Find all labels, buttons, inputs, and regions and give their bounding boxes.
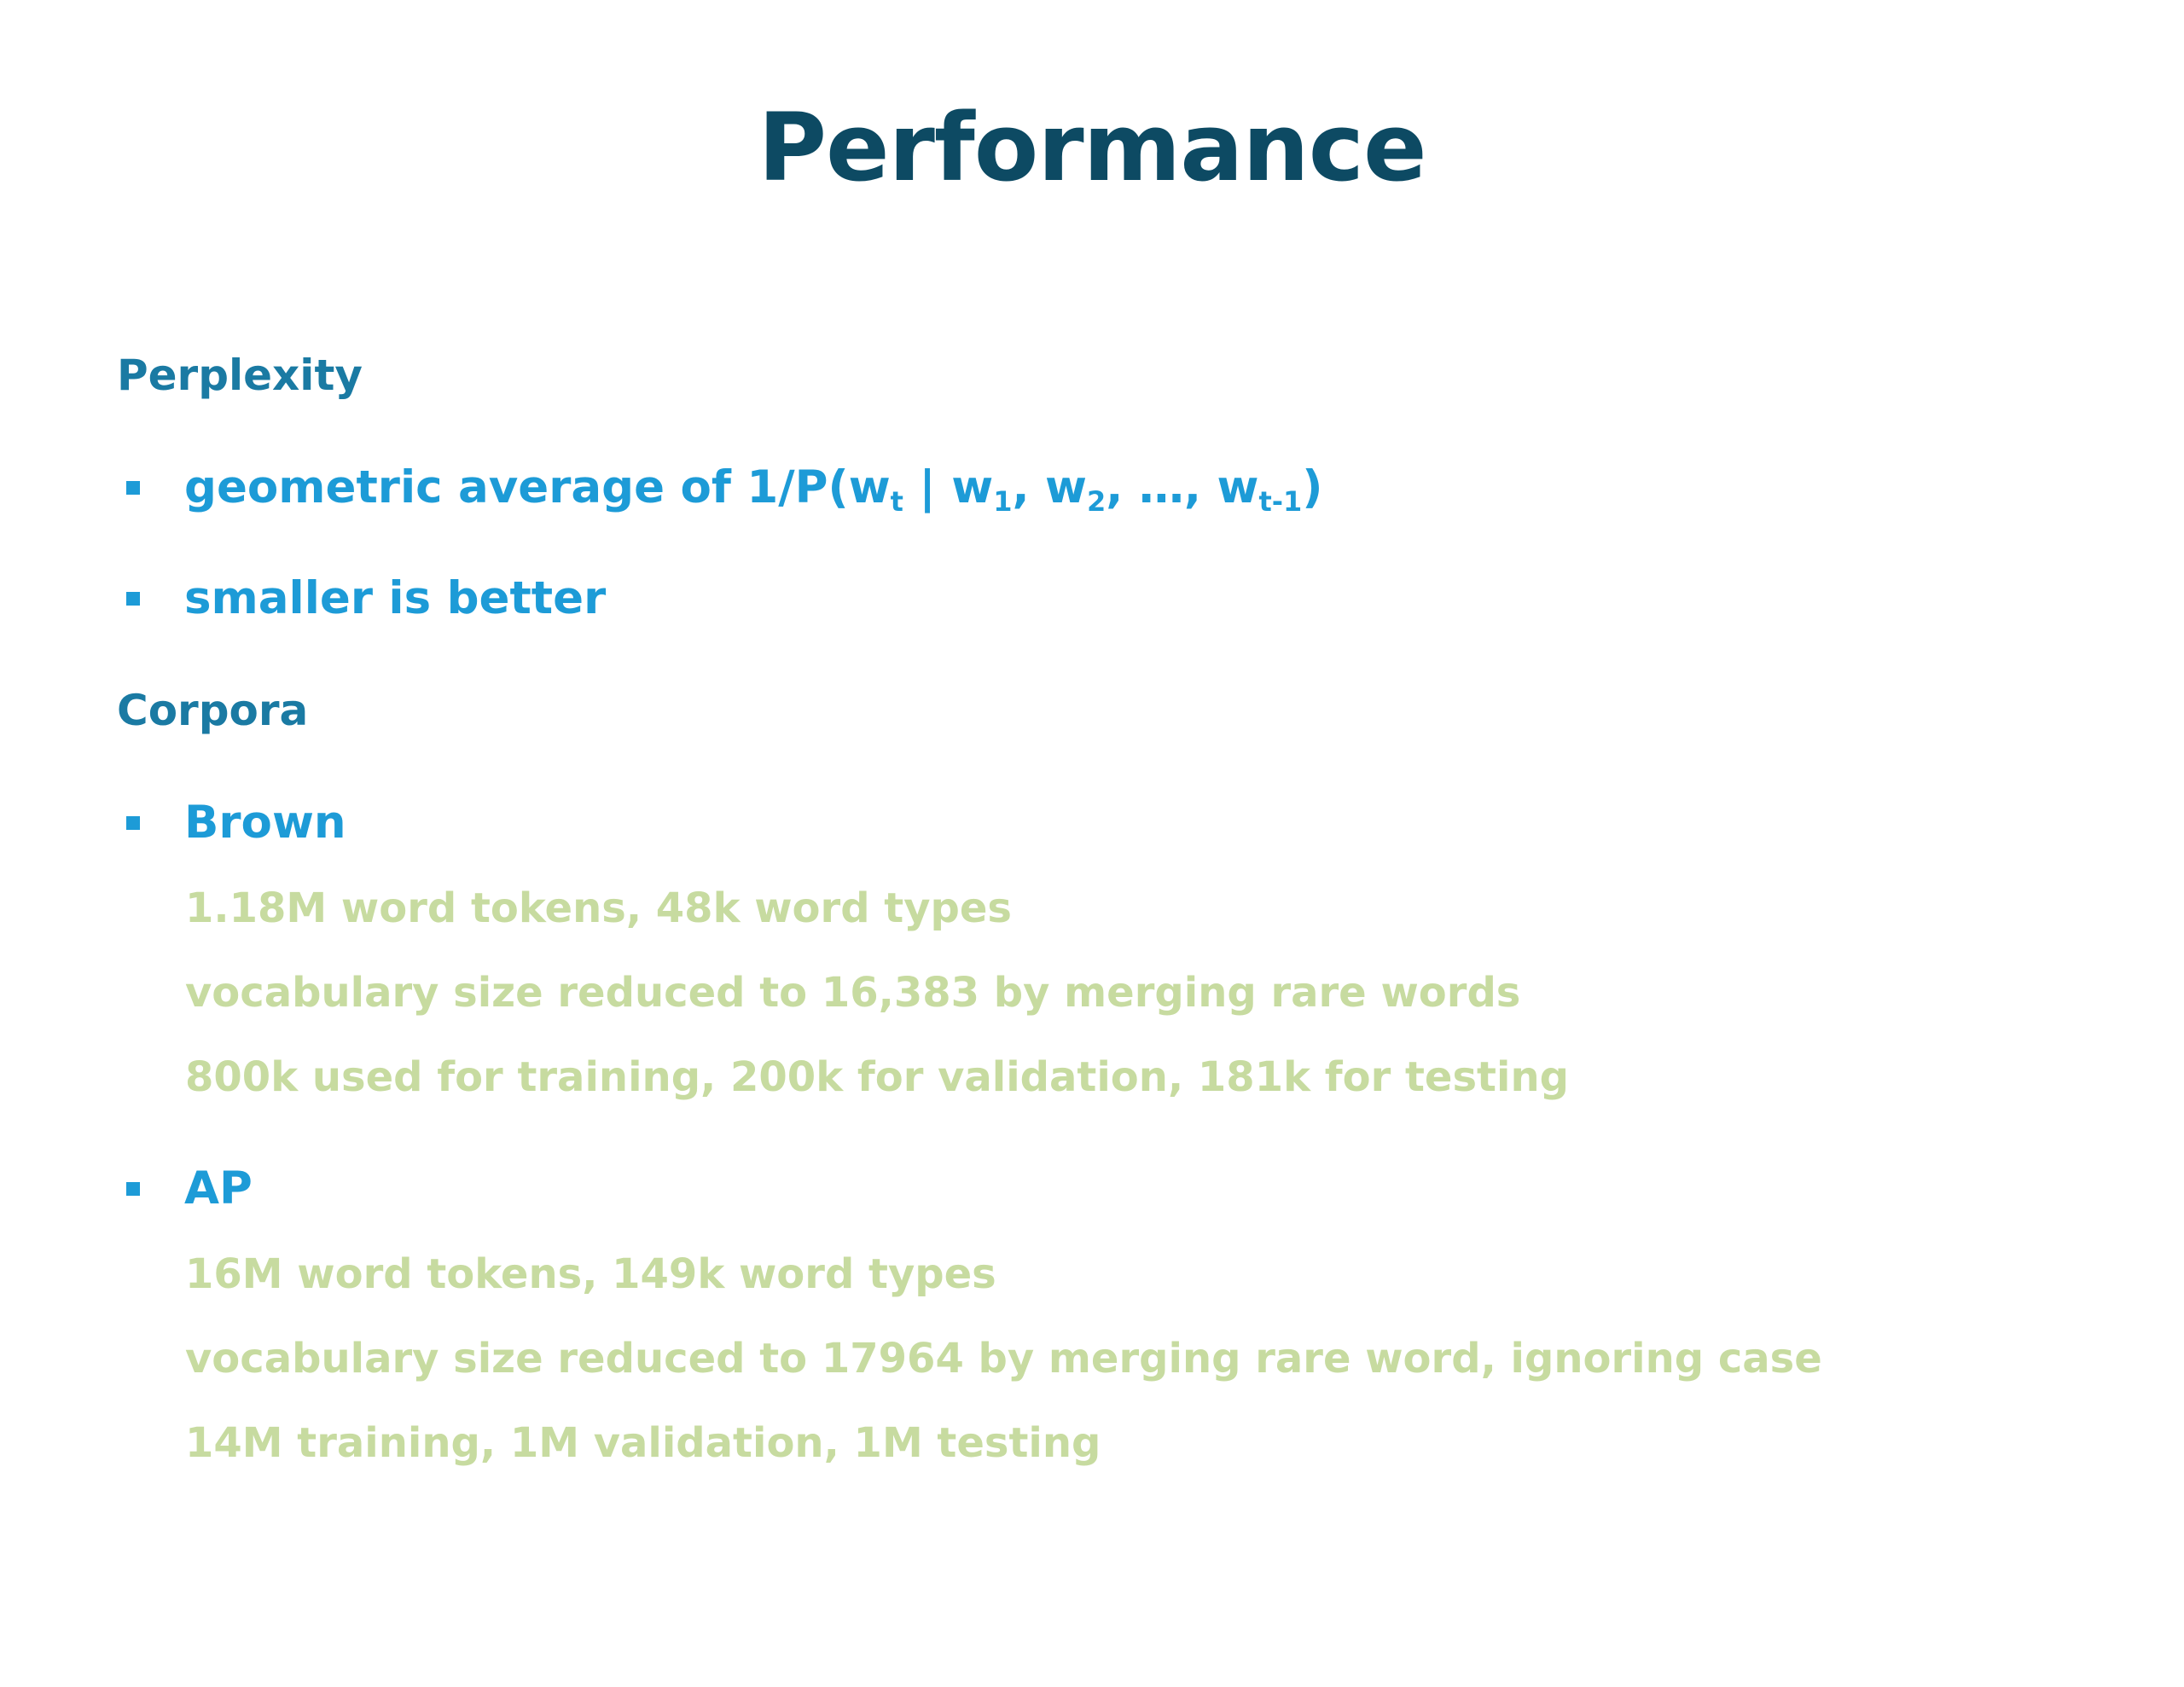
ap-detail-line: 14M training, 1M validation, 1M testing bbox=[185, 1419, 1101, 1467]
square-bullet-icon bbox=[126, 1182, 140, 1196]
square-bullet-icon bbox=[126, 816, 140, 830]
brown-detail-line: 800k used for training, 200k for validation, 181k for testing bbox=[185, 1053, 1569, 1101]
ap-detail-line: 16M word tokens, 149k word types bbox=[185, 1250, 996, 1298]
brown-bullet bbox=[126, 797, 346, 849]
square-bullet-icon bbox=[126, 592, 140, 606]
perplexity-formula-text: geometric average of $1/P(w_t$ | $w_1$, $w_2$, …, $w_{t-1}$) bbox=[184, 461, 1323, 518]
slide-title: Performance bbox=[758, 93, 1426, 202]
smaller-better-text: smaller is better bbox=[184, 572, 607, 624]
brown-label: Brown bbox=[184, 797, 346, 849]
ap-bullet bbox=[126, 1163, 253, 1215]
brown-detail-line: vocabulary size reduced to 16,383 by merging rare words bbox=[185, 969, 1521, 1017]
smaller-better-bullet bbox=[126, 573, 606, 624]
brown-detail-line: 1.18M word tokens, 48k word types bbox=[185, 884, 1012, 932]
square-bullet-icon bbox=[126, 481, 140, 495]
perplexity-formula-bullet bbox=[126, 461, 1323, 518]
corpora-heading: Corpora bbox=[117, 686, 309, 735]
ap-detail-line: vocabulary size reduced to 17964 by merging rare word, ignoring case bbox=[185, 1335, 1822, 1383]
ap-label: AP bbox=[184, 1162, 253, 1215]
perplexity-heading: Perplexity bbox=[117, 351, 363, 400]
